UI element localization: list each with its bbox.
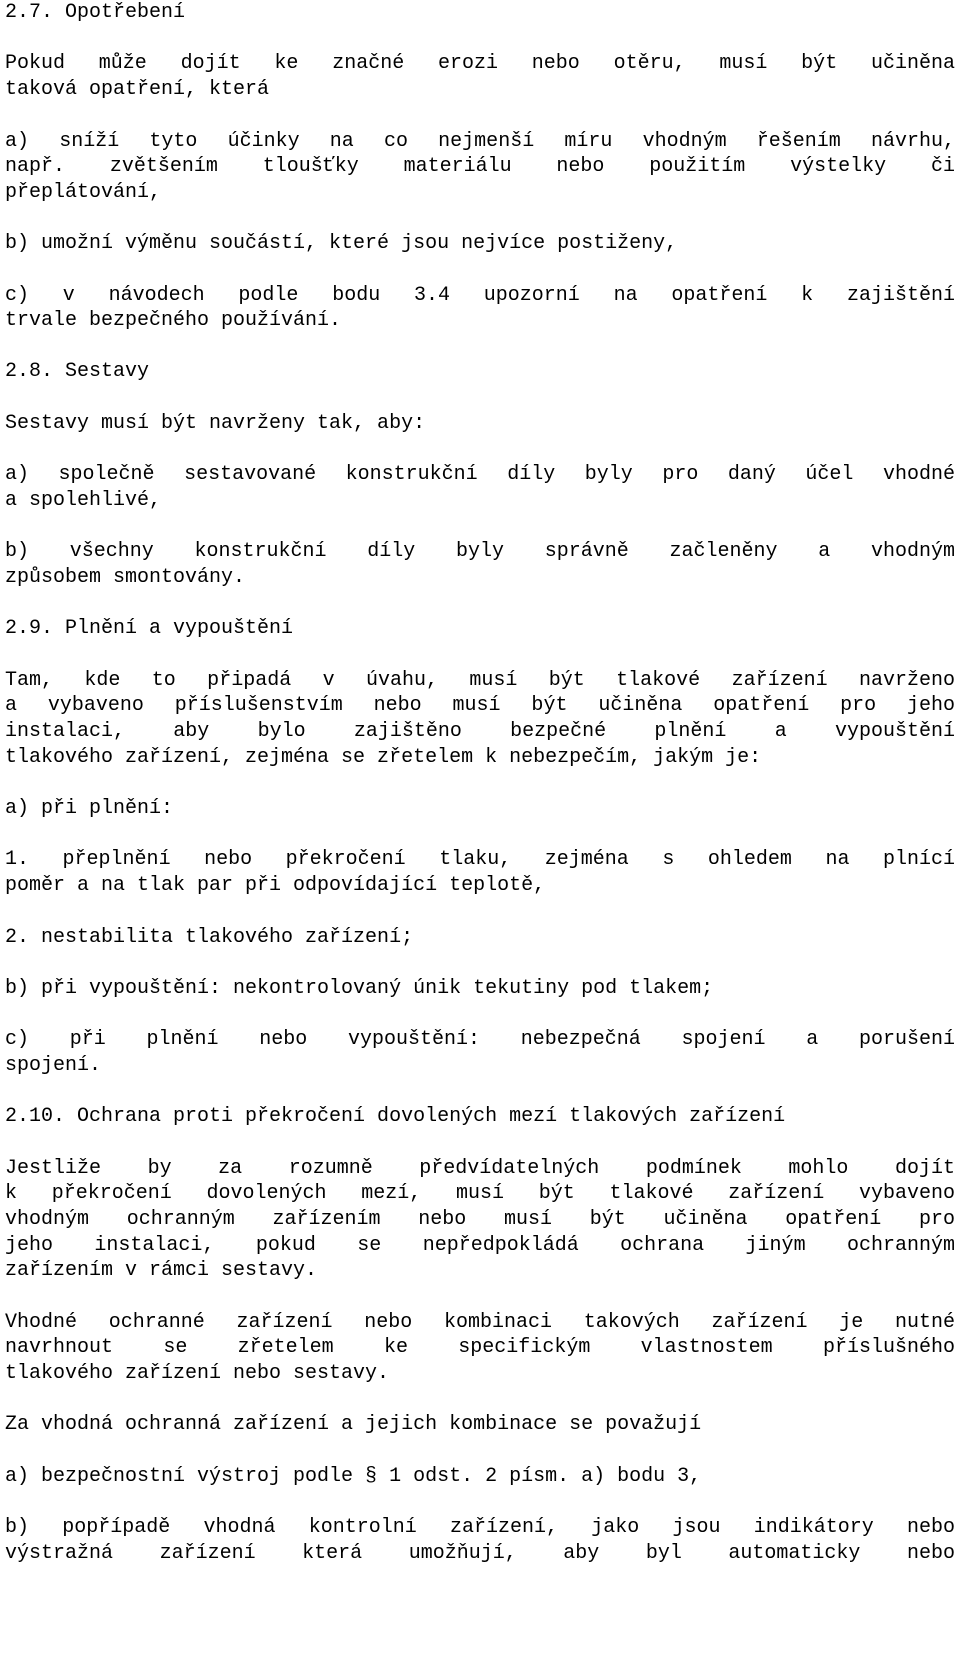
list-item-line: 1. přeplnění nebo překročení tlaku, zejména s ohledem na plnící <box>5 848 955 871</box>
list-item-line: přeplátování, <box>5 181 162 204</box>
paragraph-line: a vybaveno příslušenstvím nebo musí být učiněna opatření pro jeho <box>5 694 955 717</box>
list-item-line: poměr a na tlak par při odpovídající teplotě, <box>5 874 546 897</box>
list-item-line: např. zvětšením tloušťky materiálu nebo použitím výstelky či <box>5 155 955 178</box>
section-heading: 2.9. Plnění a vypouštění <box>5 617 294 640</box>
paragraph-line: jeho instalaci, pokud se nepředpokládá ochrana jiným ochranným <box>5 1234 955 1257</box>
paragraph-line: Tam, kde to připadá v úvahu, musí být tlakové zařízení navrženo <box>5 669 955 692</box>
list-item-line: a) sníží tyto účinky na co nejmenší míru vhodným řešením návrhu, <box>5 130 955 153</box>
paragraph-line: Pokud může dojít ke značné erozi nebo otěru, musí být učiněna <box>5 52 955 75</box>
section-heading: 2.10. Ochrana proti překročení dovolených mezí tlakových zařízení <box>5 1105 786 1128</box>
list-item-line: a) při plnění: <box>5 797 174 820</box>
paragraph-line: Vhodné ochranné zařízení nebo kombinaci takových zařízení je nutné <box>5 1311 955 1334</box>
list-item-line: výstražná zařízení která umožňují, aby byl automaticky nebo <box>5 1542 955 1565</box>
list-item-line: b) umožní výměnu součástí, které jsou nejvíce postiženy, <box>5 232 678 255</box>
list-item-line: a spolehlivé, <box>5 489 162 512</box>
paragraph-line: taková opatření, která <box>5 78 270 101</box>
list-item-line: b) při vypouštění: nekontrolovaný únik tekutiny pod tlakem; <box>5 977 714 1000</box>
paragraph-line: Jestliže by za rozumně předvídatelných podmínek mohlo dojít <box>5 1157 955 1180</box>
list-item-line: spojení. <box>5 1054 102 1077</box>
list-item-line: c) při plnění nebo vypouštění: nebezpečná spojení a porušení <box>5 1028 955 1051</box>
paragraph-line: tlakového zařízení, zejména se zřetelem k nebezpečím, jakým je: <box>5 746 762 769</box>
list-item-line: b) všechny konstrukční díly byly správně začleněny a vhodným <box>5 540 955 563</box>
paragraph-line: Za vhodná ochranná zařízení a jejich kombinace se považují <box>5 1413 702 1436</box>
paragraph-line: k překročení dovolených mezí, musí být tlakové zařízení vybaveno <box>5 1182 955 1205</box>
section-heading: 2.7. Opotřebení <box>5 1 186 24</box>
paragraph-line: vhodným ochranným zařízením nebo musí být učiněna opatření pro <box>5 1208 955 1231</box>
paragraph-line: zařízením v rámci sestavy. <box>5 1259 318 1282</box>
list-item-line: 2. nestabilita tlakového zařízení; <box>5 926 414 949</box>
paragraph-line: navrhnout se zřetelem ke specifickým vlastnostem příslušného <box>5 1336 955 1359</box>
list-item-line: a) společně sestavované konstrukční díly byly pro daný účel vhodné <box>5 463 955 486</box>
paragraph-line: tlakového zařízení nebo sestavy. <box>5 1362 390 1385</box>
list-item-line: způsobem smontovány. <box>5 566 246 589</box>
list-item-line: trvale bezpečného používání. <box>5 309 342 332</box>
paragraph-line: Sestavy musí být navrženy tak, aby: <box>5 412 426 435</box>
section-heading: 2.8. Sestavy <box>5 360 150 383</box>
list-item-line: b) popřípadě vhodná kontrolní zařízení, jako jsou indikátory nebo <box>5 1516 955 1539</box>
paragraph-line: instalaci, aby bylo zajištěno bezpečné plnění a vypouštění <box>5 720 955 743</box>
list-item-line: a) bezpečnostní výstroj podle § 1 odst. 2 písm. a) bodu 3, <box>5 1465 702 1488</box>
list-item-line: c) v návodech podle bodu 3.4 upozorní na opatření k zajištění <box>5 284 955 307</box>
